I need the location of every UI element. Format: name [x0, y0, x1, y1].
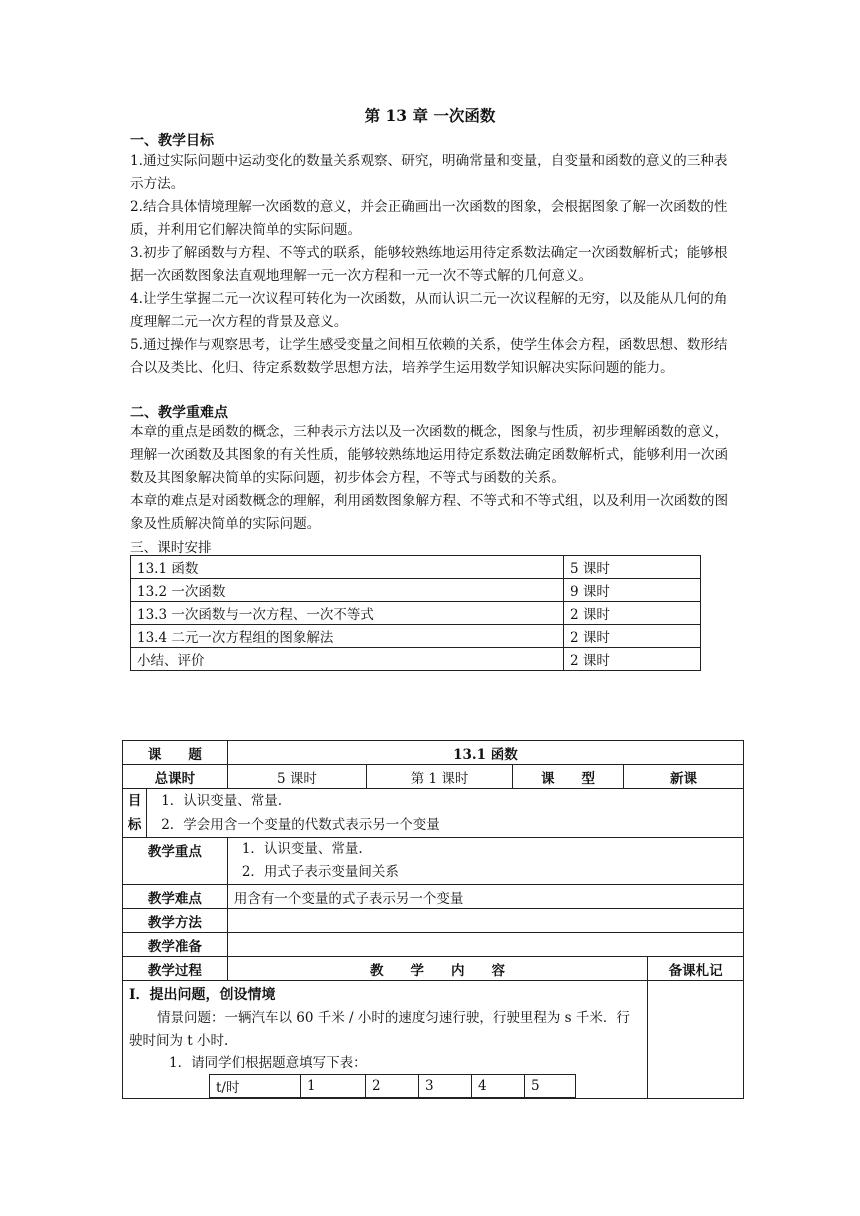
schedule-hours: 2 课时 — [564, 625, 701, 648]
table-row — [210, 1075, 576, 1098]
goal-item: 2.结合具体情境理解一次函数的意义，并会正确画出一次函数的图象，会根据图象了解一次函数的性质，并利用它们解决简单的实际问题。 — [130, 199, 728, 238]
section-heading-schedule: 三、课时安排 — [130, 540, 212, 556]
key-points-content — [227, 838, 743, 885]
schedule-topic: 13.4 二元一次方程组的图象解法 — [131, 625, 564, 648]
schedule-topic: 13.2 一次函数 — [131, 579, 564, 602]
method-label: 教学方法 — [123, 909, 228, 933]
goal-label — [123, 789, 147, 838]
fill-cell: 3 — [419, 1075, 472, 1098]
goal-item: 1.通过实际问题中运动变化的数量关系观察、研究，明确常量和变量，自变量和函数的意义的三种表示方法。 — [130, 153, 728, 192]
goal-item: 5.通过操作与观察思考，让学生感受变量之间相互依赖的关系，使学生体会方程，函数思想、数形结合以及类比、化归、待定系数数学思想方法，培养学生运用数学知识解决实际问题的能力。 — [130, 337, 728, 376]
key-points-label: 教学重点 — [123, 838, 228, 885]
notes-cell — [648, 981, 744, 1099]
key-point-line: 1．认识变量、常量. — [241, 841, 363, 857]
key-point-line: 2．用式子表示变量间关系 — [241, 864, 399, 880]
goal-content — [147, 789, 744, 838]
fill-cell: 1 — [301, 1075, 366, 1098]
schedule-topic: 13.1 函数 — [131, 556, 564, 579]
fill-cell-header: t/时 — [210, 1075, 301, 1098]
goal-line: 2．学会用含一个变量的代数式表示另一个变量 — [161, 817, 440, 833]
notes-label: 备课札记 — [648, 957, 744, 981]
fill-cell: 4 — [472, 1075, 525, 1098]
fill-cell: 2 — [366, 1075, 419, 1098]
total-hours-value: 5 课时 — [227, 765, 366, 789]
table-row — [123, 789, 744, 838]
schedule-hours: 2 课时 — [564, 602, 701, 625]
schedule-topic: 13.3 一次函数与一次方程、一次不等式 — [131, 602, 564, 625]
step-title: Ⅰ．提出问题，创设情境 — [129, 987, 276, 1003]
table-row — [123, 838, 744, 885]
table-row — [123, 909, 744, 933]
section-heading-keypoints: 二、教学重难点 — [130, 405, 228, 421]
keypoints-paragraph: 本章的重点是函数的概念，三种表示方法以及一次函数的概念，图象与性质，初步理解函数的意义，理解一次函数及其图象的有关性质，能够较熟练地运用待定系数法确定函数解析式，能够利用一次函数及其图象解决简单的实际问题，初步体会方程，不等式与函数的关系。 — [130, 424, 729, 486]
lesson-type-label: 课 型 — [513, 765, 624, 789]
schedule-hours: 5 课时 — [564, 556, 701, 579]
goal-label-char: 标 — [127, 817, 142, 833]
table-row — [131, 556, 701, 579]
table-row — [131, 602, 701, 625]
difficulty-value: 用含有一个变量的式子表示另一个变量 — [227, 885, 743, 909]
table-row — [123, 981, 744, 1099]
keypoints-text — [130, 421, 738, 536]
table-row — [131, 579, 701, 602]
schedule-hours: 2 课时 — [564, 648, 701, 671]
method-value — [227, 909, 743, 933]
table-row — [123, 957, 744, 981]
table-row — [131, 648, 701, 671]
table-row — [123, 765, 744, 789]
process-content — [123, 981, 648, 1099]
table-row — [123, 885, 744, 909]
table-row — [131, 625, 701, 648]
topic-value: 13.1 函数 — [227, 741, 743, 765]
table-row — [123, 933, 744, 957]
preparation-value — [227, 933, 743, 957]
chapter-title: 第 13 章 一次函数 — [364, 106, 496, 125]
topic-label: 课 题 — [123, 741, 228, 765]
goals-list — [130, 150, 738, 380]
section-heading-goals: 一、教学目标 — [130, 133, 214, 149]
fill-cell: 5 — [525, 1075, 576, 1098]
lesson-type-value: 新课 — [624, 765, 744, 789]
step-text: 情景问题：一辆汽车以 60 千米 / 小时的速度匀速行驶，行驶里程为 s 千米．行驶时间为 t 小时. — [129, 1010, 630, 1049]
process-label: 教学过程 — [123, 957, 228, 981]
schedule-topic: 小结、评价 — [131, 648, 564, 671]
content-label: 教 学 内 容 — [227, 957, 647, 981]
goal-item: 4.让学生掌握二元一次议程可转化为一次函数，从而认识二元一次议程解的无穷，以及能从几何的角度理解二元一次方程的背景及意义。 — [130, 291, 728, 330]
difficulty-paragraph: 本章的难点是对函数概念的理解，利用函数图象解方程、不等式和不等式组，以及利用一次函数的图象及性质解决简单的实际问题。 — [130, 493, 729, 532]
step-question: 1．请同学们根据题意填写下表： — [169, 1055, 367, 1071]
preparation-label: 教学准备 — [123, 933, 228, 957]
schedule-hours: 9 课时 — [564, 579, 701, 602]
fill-in-table — [209, 1074, 576, 1098]
goal-item: 3.初步了解函数与方程、不等式的联系，能够较熟练地运用待定系数法确定一次函数解析式；能够根据一次函数图象法直观地理解一元一次方程和一元一次不等式解的几何意义。 — [130, 245, 728, 284]
goal-line: 1．认识变量、常量. — [161, 793, 283, 809]
schedule-table — [130, 555, 701, 671]
lesson-number: 第 1 课时 — [366, 765, 512, 789]
table-row — [123, 741, 744, 765]
total-hours-label: 总课时 — [123, 765, 228, 789]
goal-label-char: 目 — [127, 793, 142, 809]
difficulty-label: 教学难点 — [123, 885, 228, 909]
lesson-plan-table — [122, 740, 744, 1099]
